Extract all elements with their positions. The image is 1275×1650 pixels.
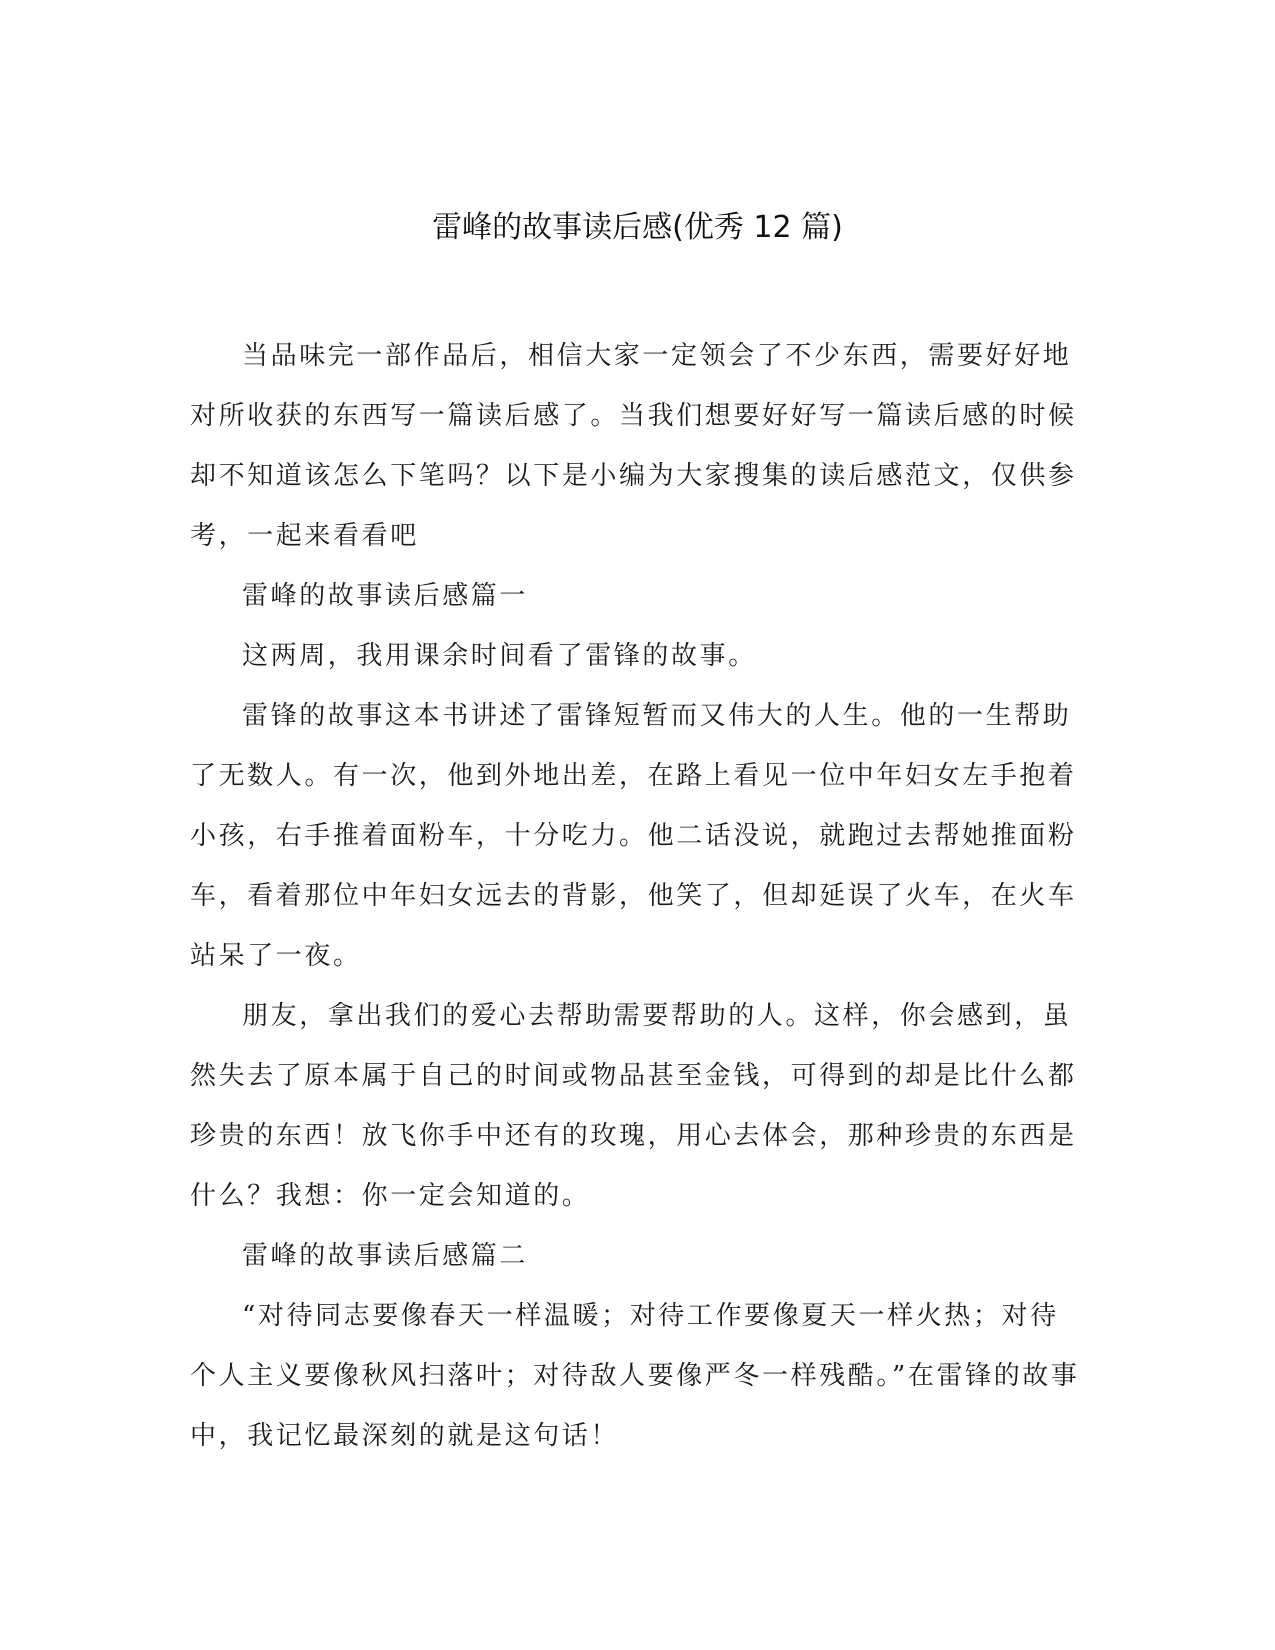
section-heading-1: 雷峰的故事读后感篇一 <box>242 581 529 611</box>
document-body <box>190 326 1080 1466</box>
body-paragraph: 朋友，拿出我们的爱心去帮助需要帮助的人。这样，你会感到，虽然失去了原本属于自己的时间或物品甚至金钱，可得到的却是比什么都珍贵的东西！放飞你手中还有的玫瑰，用心去体会，那种珍贵的东西是什么？我想：你一定会知道的。 <box>190 1001 1077 1211</box>
section-heading-2: 雷峰的故事读后感篇二 <box>242 1241 529 1271</box>
document-title: 雷峰的故事读后感(优秀 12 篇) <box>432 210 843 245</box>
intro-paragraph: 当品味完一部作品后，相信大家一定领会了不少东西，需要好好地对所收获的东西写一篇读后感了。当我们想要好好写一篇读后感的时候却不知道该怎么下笔吗？以下是小编为大家搜集的读后感范文，仅供参考，一起来看看吧 <box>190 341 1077 551</box>
body-paragraph: 这两周，我用课余时间看了雷锋的故事。 <box>242 641 757 671</box>
body-paragraph: 雷锋的故事这本书讲述了雷锋短暂而又伟大的人生。他的一生帮助了无数人。有一次，他到外地出差，在路上看见一位中年妇女左手抱着小孩，右手推着面粉车，十分吃力。他二话没说，就跑过去帮她推面粉车，看着那位中年妇女远去的背影，他笑了，但却延误了火车，在火车站呆了一夜。 <box>190 701 1077 971</box>
body-paragraph: “对待同志要像春天一样温暖；对待工作要像夏天一样火热；对待个人主义要像秋风扫落叶；对待敌人要像严冬一样残酷。”在雷锋的故事中，我记忆最深刻的就是这句话！ <box>190 1301 1080 1451</box>
